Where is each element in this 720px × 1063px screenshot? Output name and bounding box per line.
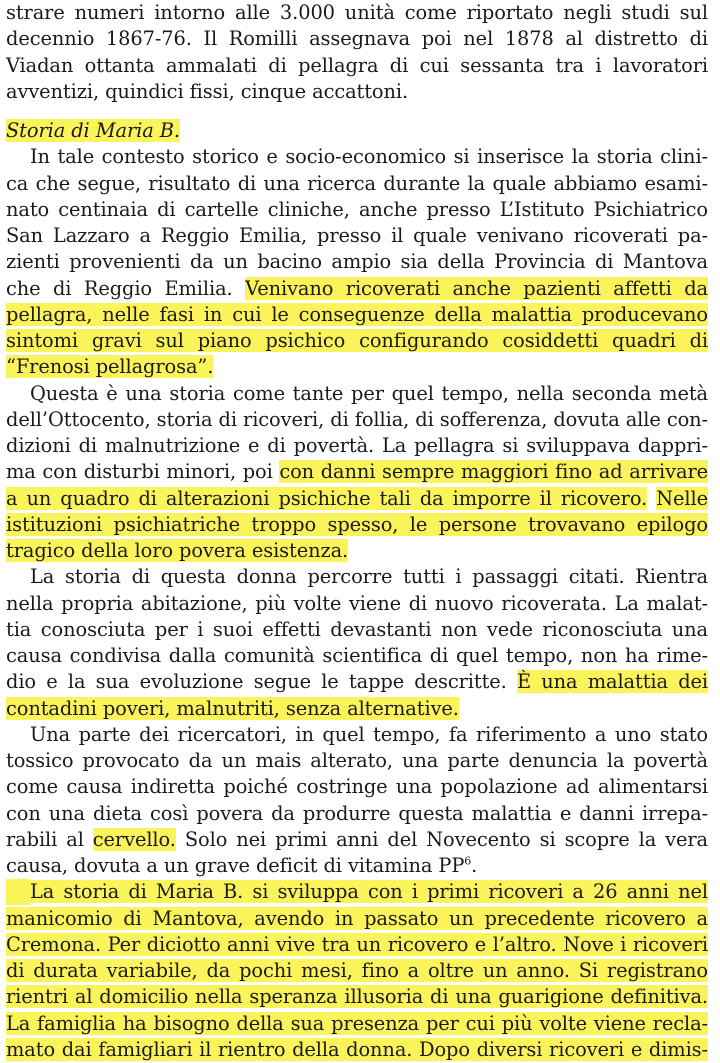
text-run: tossico provocato da un mais alterato, una parte denuncia la povertà [6, 749, 708, 772]
highlighted-text: Nelle [656, 486, 708, 510]
text-line [6, 932, 708, 958]
highlighted-text: Storia di Maria B. [6, 119, 180, 142]
text-run: causa, dovuta a un grave deficit di vitamina PP [6, 854, 465, 877]
text-line [6, 853, 708, 879]
highlighted-text: tragico della loro povera esistenza. [6, 539, 349, 562]
highlighted-text: contadini poveri, malnutriti, senza alternative. [6, 696, 459, 720]
document-page [6, 0, 709, 1061]
text-line [6, 1037, 708, 1063]
text-line [6, 486, 708, 512]
text-line [6, 643, 708, 669]
text-run: avventizi, quindici fissi, cinque accattoni. [6, 79, 409, 103]
text-line [6, 302, 708, 328]
text-run: causa condivisa dalla comunità scientifica di quel tempo, non ha rime- [6, 644, 708, 667]
text-line [6, 984, 708, 1010]
text-line [6, 249, 708, 275]
text-line [6, 774, 708, 800]
text-run: nella propria abitazione, più volte viene di nuovo ricoverata. La malat- [6, 591, 708, 615]
text-line [6, 197, 708, 223]
highlighted-text: di durata variabile, da pochi mesi, fino a oltre un anno. Si registrano [6, 959, 708, 982]
text-line [6, 827, 708, 853]
text-line [6, 0, 708, 26]
text-run: decennio 1867-76. Il Romilli assegnava poi nel 1878 al distretto di [6, 27, 708, 51]
text-run: ca che segue, risultato di una ricerca durante la quale abbiamo esami- [6, 171, 708, 195]
text-line [6, 538, 708, 564]
text-line [6, 669, 708, 695]
highlighted-text: È una malattia dei [516, 670, 708, 694]
text-line [6, 748, 708, 774]
highlighted-text: Venivano ricoverati anche pazienti affetti da [245, 276, 709, 300]
text-run: Solo nei primi anni del Novecento si scopre la vera [175, 827, 709, 851]
highlighted-text: a un quadro di alterazioni psichiche tali da imporre il ricovero. [6, 486, 648, 510]
text-line [6, 906, 708, 932]
text-run: Una parte dei ricercatori, in quel tempo, fa riferimento a uno stato [30, 722, 708, 746]
highlighted-text: Cremona. Per diciotto anni vive tra un ricovero e l’altro. Nove i ricoveri [6, 932, 708, 956]
text-line [6, 879, 708, 905]
highlighted-text: La storia di Maria B. si sviluppa con i primi ricoveri a 26 anni nel [30, 880, 708, 904]
text-line [6, 433, 708, 459]
text-line [6, 354, 708, 380]
text-run: Viadan ottanta ammalati di pellagra di cui sessanta tra i lavoratori [6, 53, 708, 77]
text-line [6, 801, 708, 827]
text-line [6, 958, 708, 984]
text-run: ma con disturbi minori, poi [6, 460, 280, 484]
text-run: San Lazzaro a Reggio Emilia, presso il quale venivano ricoverati pa- [6, 224, 708, 247]
highlighted-text: manicomio di Mantova, avendo in passato un precedente ricovero a [6, 906, 708, 930]
text-line [6, 722, 708, 748]
text-run: dizioni di malnutrizione e di povertà. La pellagra si sviluppava dappri- [6, 434, 708, 457]
highlighted-text: cervello. [92, 827, 176, 851]
text-run: nato centinaia di cartelle cliniche, anche presso L’Istituto Psichiatrico [6, 197, 708, 221]
footnote-ref: 6 [464, 854, 472, 868]
text-run: che di Reggio Emilia. [6, 276, 246, 300]
text-line [6, 223, 708, 249]
highlighted-text: mato dai famigliari il rientro della donna. Dopo diversi ricoveri e dimis- [6, 1037, 708, 1061]
highlighted-text: istituzioni psichiatriche troppo spesso, le persone trovavano epilogo [6, 512, 708, 536]
text-run: dell’Ottocento, storia di ricoveri, di follia, di sofferenza, dovuta alle con- [6, 407, 708, 431]
text-run: come causa indiretta poiché costringe una popolazione ad alimentarsi [6, 775, 708, 799]
text-run: In tale contesto storico e socio-economico si inserisce la storia clini- [30, 145, 708, 169]
text-run [647, 487, 656, 510]
text-run: con una dieta così povera da produrre questa malattia e danni irrepa- [6, 801, 708, 825]
text-run: zienti provenienti da un bacino ampio sia della Provincia di Mantova [6, 250, 708, 274]
text-line [6, 459, 708, 485]
text-line [6, 26, 708, 52]
text-line [6, 118, 708, 144]
text-line [6, 407, 708, 433]
text-run: rabili al [6, 827, 93, 851]
text-run: tia conosciuta per i suoi effetti devastanti non vede riconosciuta una [6, 617, 708, 641]
highlighted-text: rientri al domicilio nella speranza illusoria di una guarigione definitiva. [6, 985, 708, 1009]
text-line [6, 591, 708, 617]
highlighted-text: “Frenosi pellagrosa”. [6, 355, 214, 379]
text-run: . [471, 854, 478, 877]
text-line [6, 696, 708, 722]
text-line [6, 53, 708, 79]
highlighted-text: pellagra, nelle fasi in cui le conseguenze della malattia producevano [6, 302, 708, 326]
text-line [6, 276, 708, 302]
highlighted-text: La famiglia ha bisogno della sua presenza per cui più volte viene recla- [6, 1011, 708, 1035]
text-run: dio e la sua evoluzione segue le tappe descritte. [6, 670, 517, 694]
text-line [6, 564, 708, 590]
text-run: strare numeri intorno alle 3.000 unità come riportato negli studi sul [6, 1, 708, 24]
text-line [6, 381, 708, 407]
text-line [6, 171, 708, 197]
text-run: La storia di questa donna percorre tutti i passaggi citati. Rientra [30, 565, 708, 589]
text-line [6, 617, 708, 643]
text-line [6, 328, 708, 354]
text-line [6, 79, 708, 105]
text-run: Questa è una storia come tante per quel tempo, nella seconda metà [30, 381, 708, 405]
text-line [6, 512, 708, 538]
highlighted-text: sintomi gravi sul piano psichico configurando cosiddetti quadri di [6, 329, 708, 352]
text-line [6, 144, 708, 170]
highlighted-text: con danni sempre maggiori fino ad arrivare [279, 460, 708, 484]
